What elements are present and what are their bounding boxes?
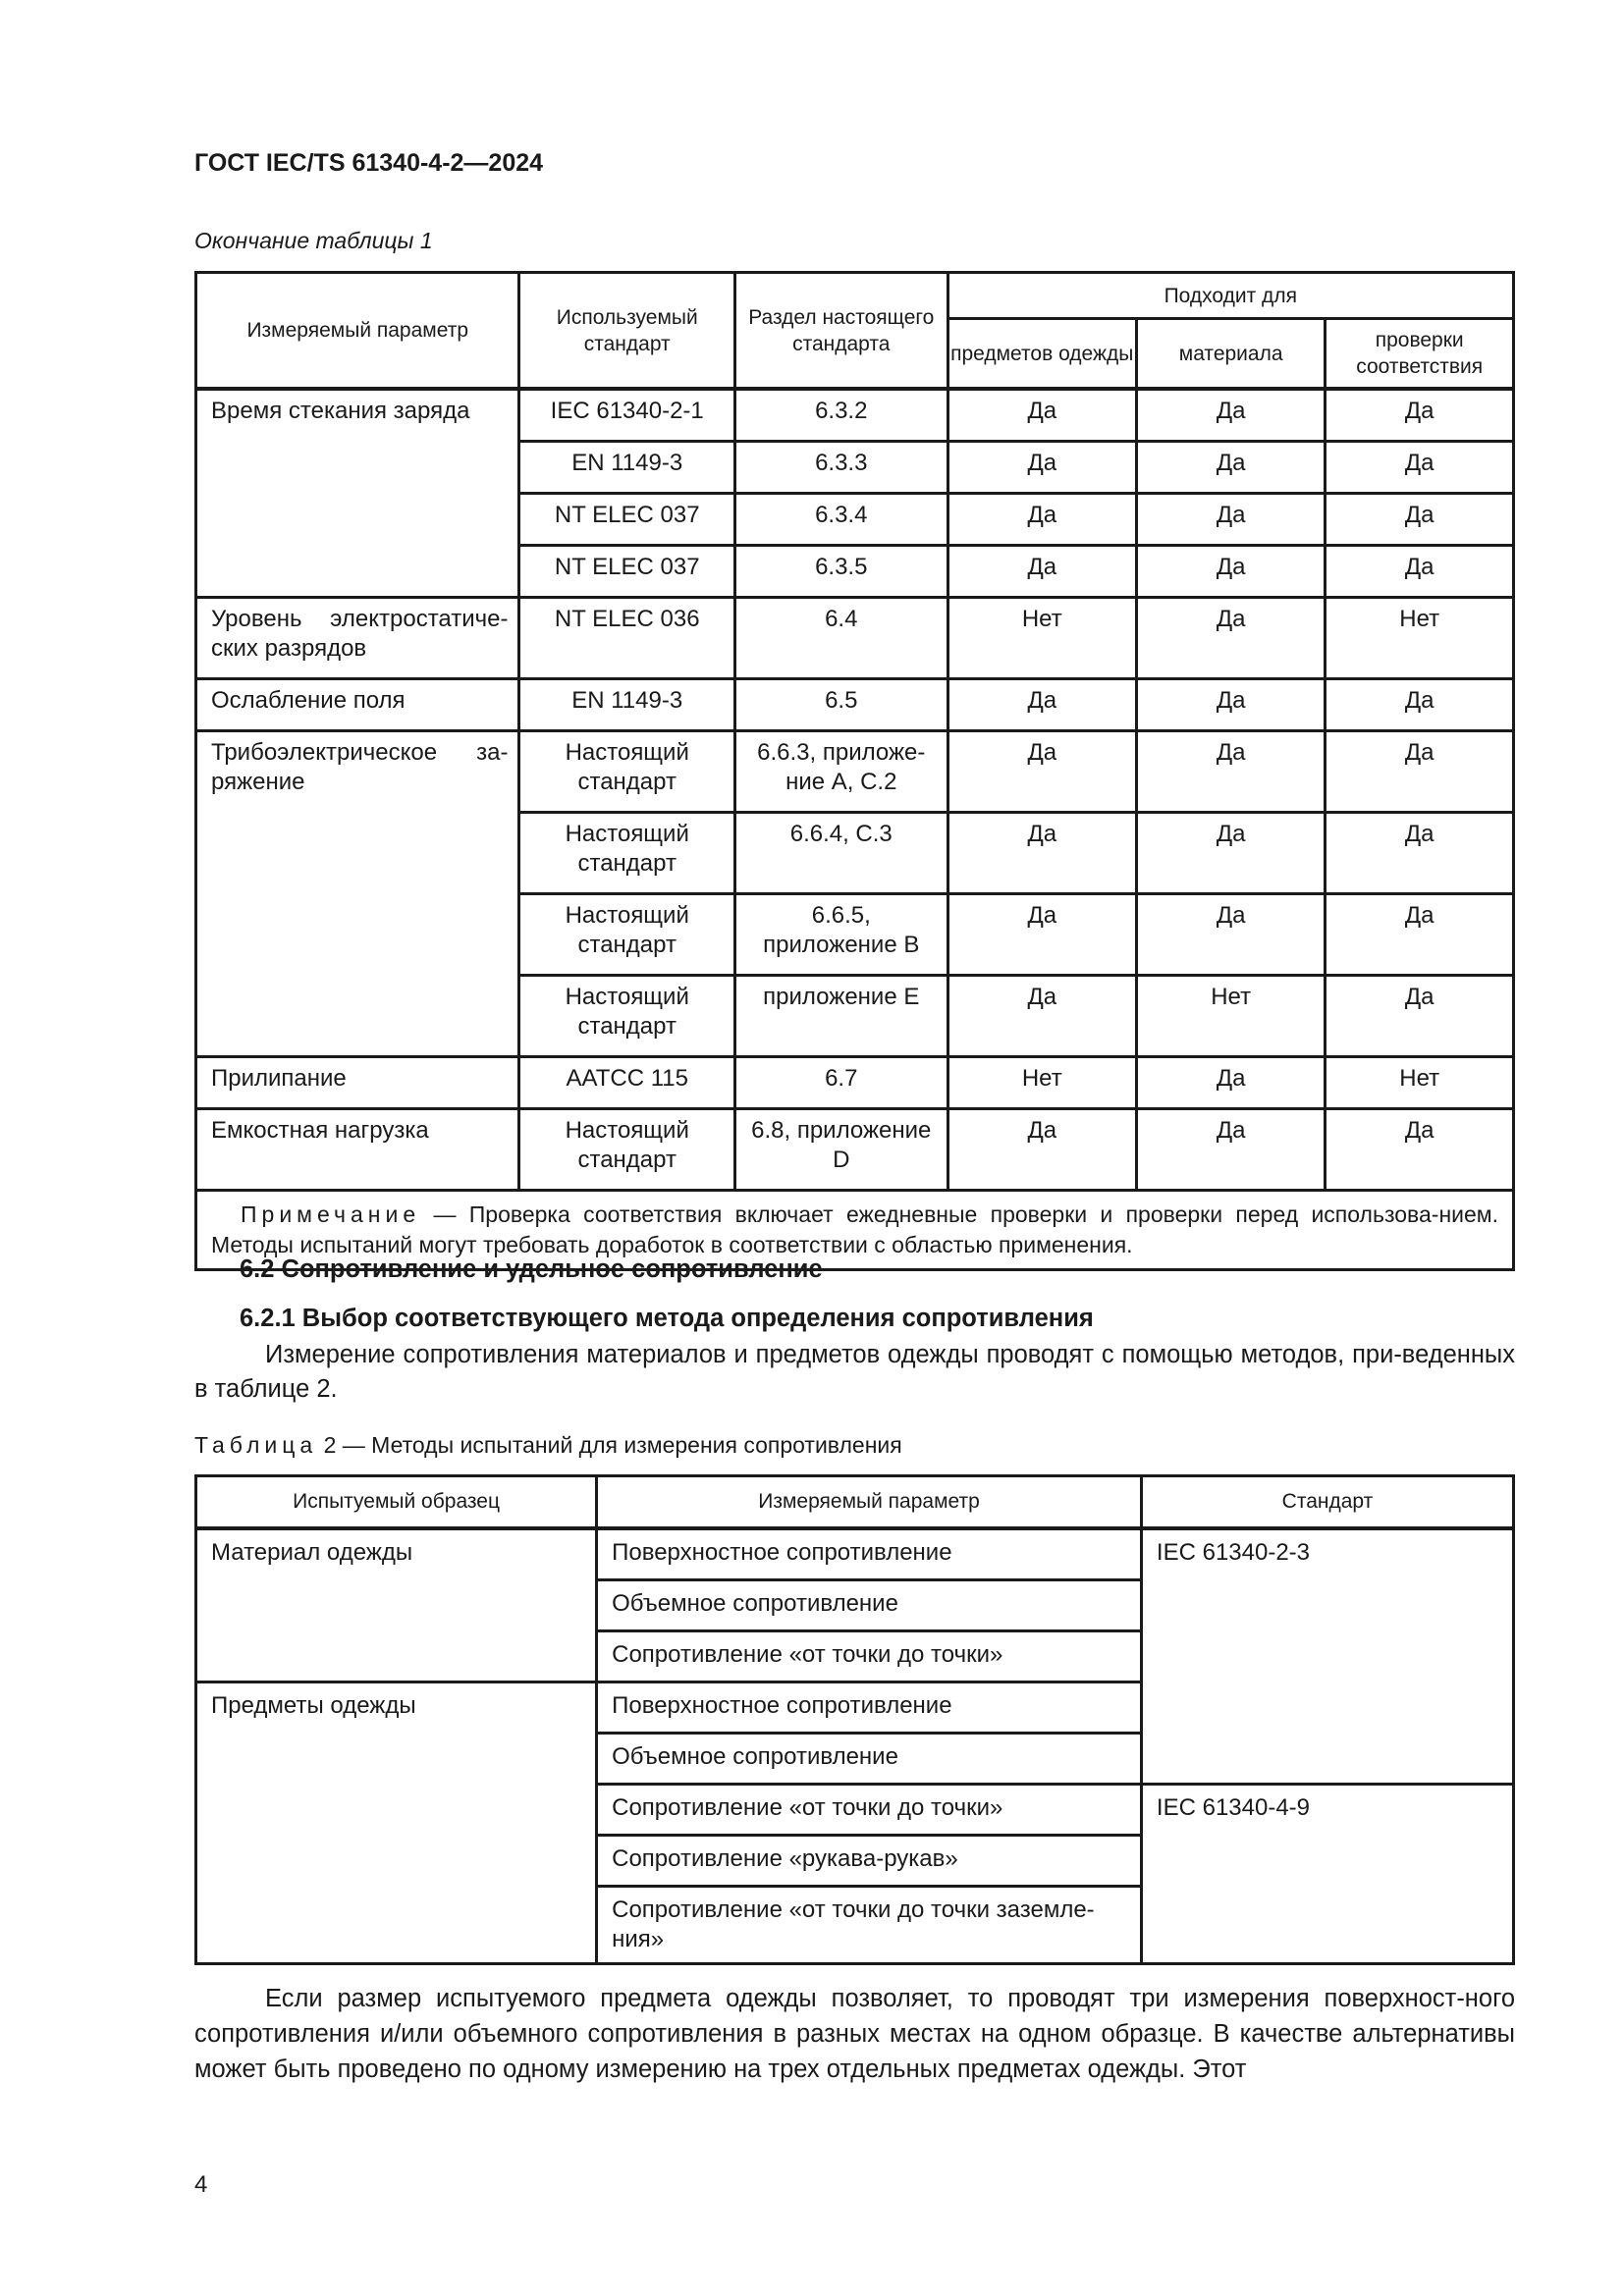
section-cell: 6.7 (734, 1057, 947, 1109)
items-cell: Да (947, 679, 1136, 731)
param-cell: Сопротивление «от точки до точки» (597, 1631, 1142, 1682)
standard-cell: NT ELEC 037 (519, 546, 734, 598)
items-cell: Да (947, 389, 1136, 442)
table-row (196, 389, 1514, 442)
table2-caption (194, 1432, 902, 1459)
header-param: Измеряемый параметр (196, 273, 519, 390)
material-cell: Да (1136, 389, 1325, 442)
section-6-2-1-title: 6.2.1 Выбор соответствующего метода определения сопротивления (240, 1305, 1094, 1332)
standard-cell: Настоящий стандарт (519, 1109, 734, 1191)
header-compliance: проверки соответствия (1326, 319, 1514, 390)
items-cell: Нет (947, 598, 1136, 679)
sample-cell: Предметы одежды (196, 1682, 597, 1964)
material-cell: Нет (1136, 976, 1325, 1057)
compliance-cell: Да (1326, 389, 1514, 442)
table-row (196, 1057, 1514, 1109)
section-cell: 6.3.4 (734, 494, 947, 546)
items-cell: Да (947, 813, 1136, 894)
standard-cell: NT ELEC 036 (519, 598, 734, 679)
items-cell: Да (947, 546, 1136, 598)
compliance-cell: Да (1326, 976, 1514, 1057)
header-param: Измеряемый параметр (597, 1476, 1142, 1529)
header-material: материала (1136, 319, 1325, 390)
standard-cell: AATCC 115 (519, 1057, 734, 1109)
section-cell: 6.3.2 (734, 389, 947, 442)
table-1 (194, 271, 1515, 1271)
material-cell: Да (1136, 546, 1325, 598)
section-cell: 6.3.3 (734, 442, 947, 494)
items-cell: Да (947, 494, 1136, 546)
items-cell: Да (947, 1109, 1136, 1191)
param-cell: Емкостная нагрузка (196, 1109, 519, 1191)
material-cell: Да (1136, 1057, 1325, 1109)
standard-cell: IEC 61340-4-9 (1141, 1785, 1513, 1964)
items-cell: Нет (947, 1057, 1136, 1109)
header-standard: Используемый стандарт (519, 273, 734, 390)
standard-cell: NT ELEC 037 (519, 494, 734, 546)
table-row (196, 1109, 1514, 1191)
standard-cell: Настоящий стандарт (519, 731, 734, 813)
param-cell: Объемное сопротивление (597, 1580, 1142, 1631)
compliance-cell: Да (1326, 1109, 1514, 1191)
section-cell: приложение Е (734, 976, 947, 1057)
note-text: — Проверка соответствия включает ежедневные проверки и проверки перед использова-нием. Методы испытаний могут требовать доработок в соответствии с областью применения. (211, 1201, 1498, 1257)
items-cell: Да (947, 894, 1136, 976)
header-items: предметов одежды (947, 319, 1136, 390)
table2-caption-label: Таблица (194, 1432, 318, 1458)
param-cell: Поверхностное сопротивление (597, 1528, 1142, 1580)
section-cell: 6.6.3, приложе-ние А, С.2 (734, 731, 947, 813)
table-2 (194, 1474, 1515, 1965)
param-cell: Поверхностное сопротивление (597, 1682, 1142, 1734)
standard-cell: Настоящий стандарт (519, 894, 734, 976)
compliance-cell: Да (1326, 894, 1514, 976)
standard-cell: EN 1149-3 (519, 442, 734, 494)
items-cell: Да (947, 731, 1136, 813)
items-cell: Да (947, 442, 1136, 494)
section-cell: 6.6.5, приложение В (734, 894, 947, 976)
material-cell: Да (1136, 813, 1325, 894)
compliance-cell: Да (1326, 813, 1514, 894)
table2-caption-text: 2 — Методы испытаний для измерения сопротивления (317, 1432, 902, 1458)
compliance-cell: Да (1326, 731, 1514, 813)
header-section: Раздел настоящего стандарта (734, 273, 947, 390)
section-cell: 6.3.5 (734, 546, 947, 598)
standard-cell: Настоящий стандарт (519, 813, 734, 894)
material-cell: Да (1136, 494, 1325, 546)
header-suitable-for: Подходит для (947, 273, 1513, 319)
param-cell: Уровень электростатиче-ских разрядов (196, 598, 519, 679)
compliance-cell: Нет (1326, 598, 1514, 679)
section-6-2-1-text: Измерение сопротивления материалов и предметов одежды проводят с помощью методов, при-веденных в таблице 2. (194, 1341, 1515, 1403)
table1-caption: Окончание таблицы 1 (194, 228, 433, 253)
param-cell: Ослабление поля (196, 679, 519, 731)
section-cell: 6.4 (734, 598, 947, 679)
table-row (196, 679, 1514, 731)
standard-cell: IEC 61340-2-3 (1141, 1528, 1513, 1785)
material-cell: Да (1136, 731, 1325, 813)
table-row (196, 598, 1514, 679)
section-6-2-title: 6.2 Сопротивление и удельное сопротивление (240, 1255, 823, 1283)
param-cell: Сопротивление «рукава-рукав» (597, 1836, 1142, 1887)
material-cell: Да (1136, 598, 1325, 679)
param-cell: Трибоэлектрическое за-ряжение (196, 731, 519, 1057)
sample-cell: Материал одежды (196, 1528, 597, 1682)
note-label: Примечание (241, 1201, 421, 1227)
compliance-cell: Да (1326, 546, 1514, 598)
standard-cell: Настоящий стандарт (519, 976, 734, 1057)
body-paragraph: Если размер испытуемого предмета одежды позволяет, то проводят три измерения поверхност-ного сопротивления и/или объемного сопротивления в разных местах на одном образце. В качестве альтернативы может быть проведено по одному измерению на трех отдельных предметах одежды. Этот (194, 1985, 1515, 2083)
material-cell: Да (1136, 679, 1325, 731)
compliance-cell: Да (1326, 494, 1514, 546)
param-cell: Прилипание (196, 1057, 519, 1109)
document-header: ГОСТ IEC/TS 61340-4-2—2024 (194, 149, 544, 177)
table-row (196, 731, 1514, 813)
material-cell: Да (1136, 442, 1325, 494)
compliance-cell: Нет (1326, 1057, 1514, 1109)
standard-cell: IEC 61340-2-1 (519, 389, 734, 442)
param-cell: Сопротивление «от точки до точки» (597, 1785, 1142, 1836)
compliance-cell: Да (1326, 442, 1514, 494)
items-cell: Да (947, 976, 1136, 1057)
param-cell: Время стекания заряда (196, 389, 519, 598)
section-cell: 6.5 (734, 679, 947, 731)
section-cell: 6.6.4, С.3 (734, 813, 947, 894)
standard-cell: EN 1149-3 (519, 679, 734, 731)
param-cell: Объемное сопротивление (597, 1734, 1142, 1785)
material-cell: Да (1136, 894, 1325, 976)
param-cell: Сопротивление «от точки до точки заземле-ния» (597, 1887, 1142, 1964)
header-standard: Стандарт (1141, 1476, 1513, 1529)
section-cell: 6.8, приложение D (734, 1109, 947, 1191)
header-sample: Испытуемый образец (196, 1476, 597, 1529)
compliance-cell: Да (1326, 679, 1514, 731)
material-cell: Да (1136, 1109, 1325, 1191)
page-number: 4 (194, 2171, 208, 2198)
table-row (196, 1528, 1514, 1580)
